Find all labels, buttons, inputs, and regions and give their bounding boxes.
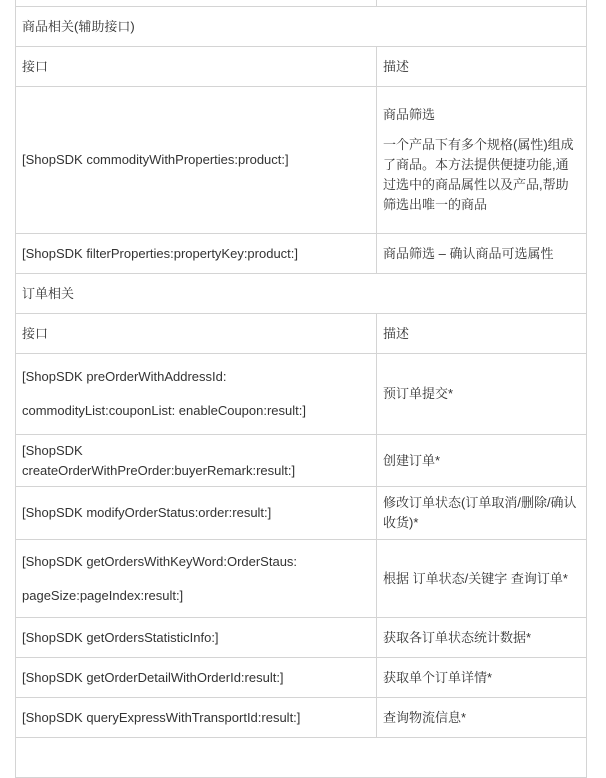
desc-cell: 预订单提交* (377, 354, 587, 435)
header-desc: 描述 (377, 47, 587, 87)
table-row (16, 698, 587, 738)
api-cell: [ShopSDK filterProperties:propertyKey:product:] (16, 234, 377, 274)
api-line-1: [ShopSDK (22, 442, 83, 458)
section-title: 商品相关(辅助接口) (16, 7, 587, 47)
desc-cell: 修改订单状态(订单取消/删除/确认收货)* (377, 487, 587, 540)
api-cell: [ShopSDK queryExpressWithTransportId:result:] (16, 698, 377, 738)
table-row (16, 435, 587, 487)
api-cell (16, 540, 377, 618)
table-row (16, 540, 587, 618)
api-cell: [ShopSDK modifyOrderStatus:order:result:] (16, 487, 377, 540)
section-title: 订单相关 (16, 274, 587, 314)
line-gap (22, 572, 370, 586)
api-cell (16, 354, 377, 435)
desc-cell: 根据 订单状态/关键字 查询订单* (377, 540, 587, 618)
table-row-next (16, 738, 587, 778)
section-title-row (16, 7, 587, 47)
desc-text: 一个产品下有多个规格(属性)组成了商品。本方法提供便捷功能,通过选中的商品属性以及产品,帮助筛选出唯一的商品 (383, 137, 574, 212)
desc-title: 商品筛选 (383, 107, 436, 122)
api-cell: [ShopSDK getOrderDetailWithOrderId:result:] (16, 658, 377, 698)
line-gap (22, 387, 370, 401)
api-cell (16, 435, 377, 487)
desc-cell: 获取各订单状态统计数据* (377, 618, 587, 658)
desc-cell: 查询物流信息* (377, 698, 587, 738)
api-line-2: commodityList:couponList: enableCoupon:result:] (22, 403, 306, 418)
api-line-1: [ShopSDK getOrdersWithKeyWord:OrderStaus: (22, 553, 298, 569)
section-title-row (16, 274, 587, 314)
api-table (15, 0, 587, 778)
desc-cell: 创建订单* (377, 435, 587, 487)
api-line-2: pageSize:pageIndex:result:] (22, 587, 184, 603)
desc-cell: 商品筛选 – 确认商品可选属性 (377, 234, 587, 274)
api-cell: [ShopSDK commodityWithProperties:product:] (16, 87, 377, 234)
table-row (16, 87, 587, 234)
table-row (16, 234, 587, 274)
api-line-1: [ShopSDK preOrderWithAddressId: (22, 369, 227, 384)
table-row (16, 354, 587, 435)
header-desc: 描述 (377, 314, 587, 354)
header-api: 接口 (16, 47, 377, 87)
desc-cell: 获取单个订单详情* (377, 658, 587, 698)
header-row (16, 314, 587, 354)
cell-empty (16, 738, 587, 778)
desc-cell (377, 87, 587, 234)
api-cell: [ShopSDK getOrdersStatisticInfo:] (16, 618, 377, 658)
header-row (16, 47, 587, 87)
table-row (16, 487, 587, 540)
table-row (16, 618, 587, 658)
table-row (16, 658, 587, 698)
header-api: 接口 (16, 314, 377, 354)
api-line-2: createOrderWithPreOrder:buyerRemark:result:] (22, 462, 296, 478)
